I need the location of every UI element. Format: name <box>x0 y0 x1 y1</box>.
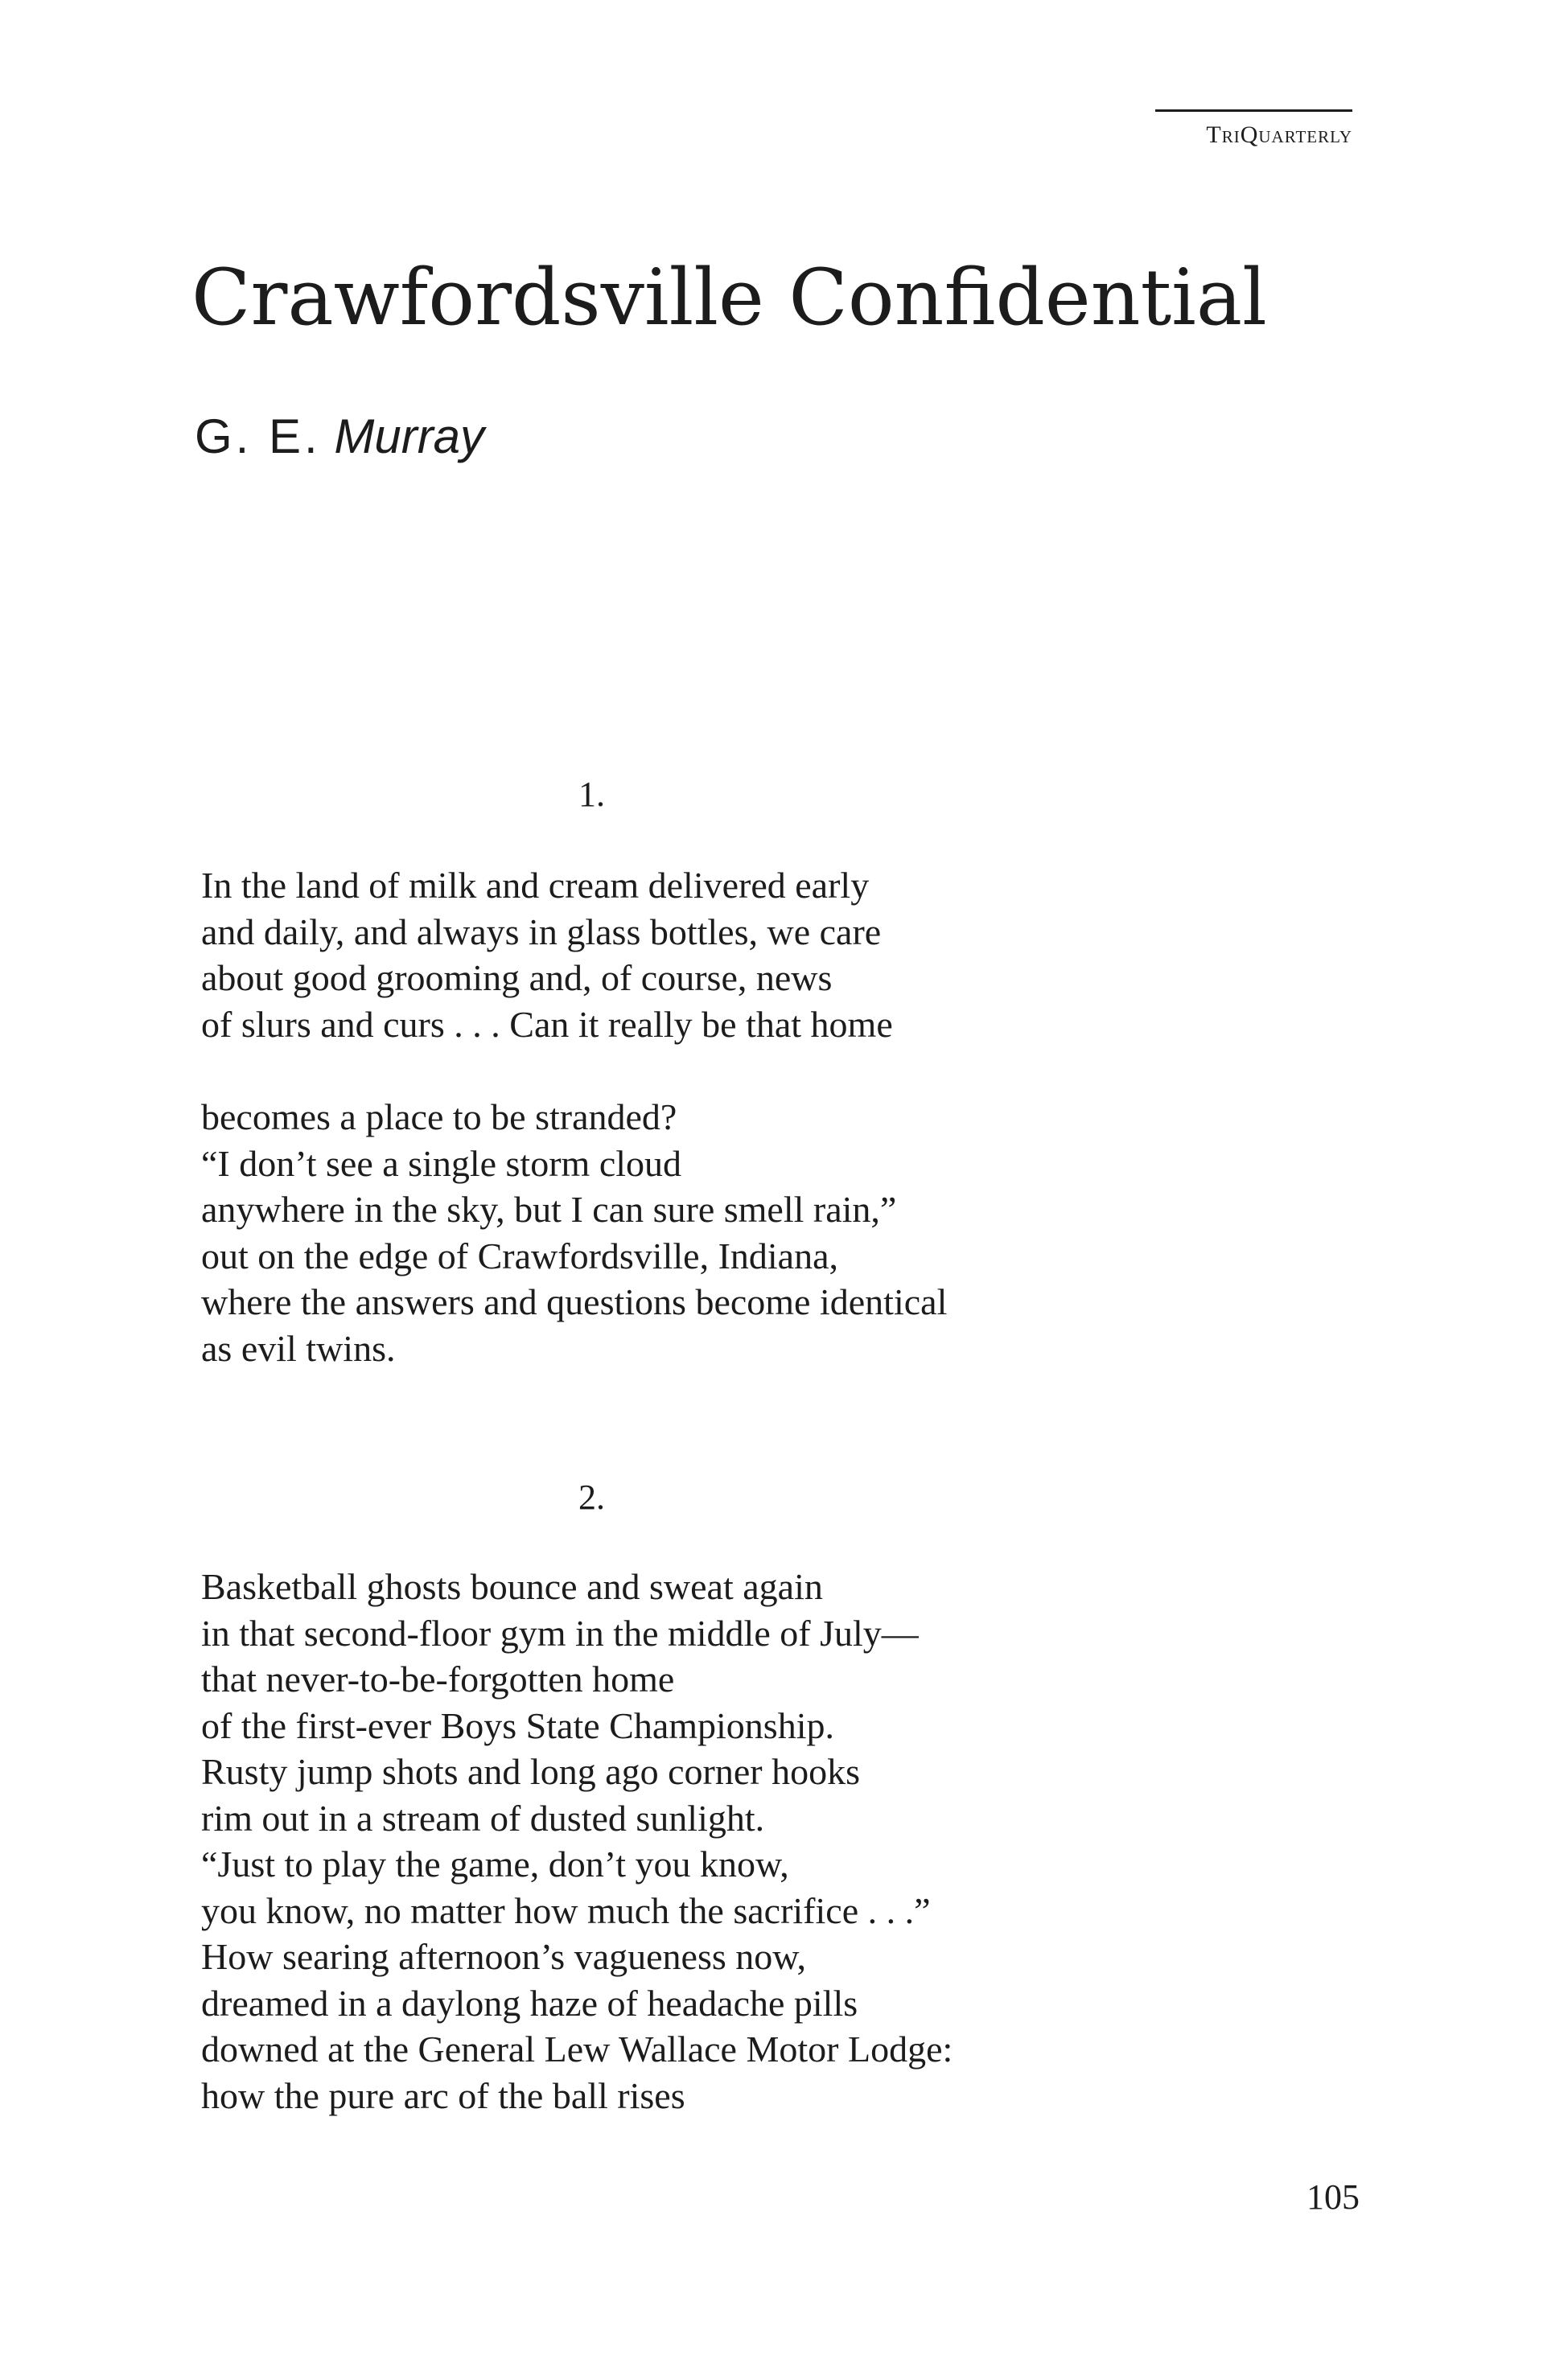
poem-line: about good grooming and, of course, news <box>201 957 833 998</box>
stanza-2-1 <box>201 1564 953 2119</box>
poem-line: you know, no matter how much the sacrifice . . .” <box>201 1889 931 1931</box>
poem-line: dreamed in a daylong haze of headache pills <box>201 1982 858 2024</box>
poem-line: How searing afternoon’s vagueness now, <box>201 1936 806 1977</box>
author-byline <box>195 410 484 463</box>
poem-line: that never-to-be-forgotten home <box>201 1659 675 1700</box>
stanza-1-2 <box>201 1094 947 1371</box>
author-initials: G. E. <box>195 409 321 463</box>
page-number: 105 <box>1306 2177 1360 2217</box>
poem-line: “Just to play the game, don’t you know, <box>201 1844 789 1885</box>
poem-line: of the first-ever Boys State Championship. <box>201 1704 834 1746</box>
poem-line: out on the edge of Crawfordsville, Indiana, <box>201 1235 838 1276</box>
poem-line: rim out in a stream of dusted sunlight. <box>201 1797 765 1839</box>
poem-line: Basketball ghosts bounce and sweat again <box>201 1566 823 1607</box>
poem-line: In the land of milk and cream delivered early <box>201 865 870 906</box>
poem-line: becomes a place to be stranded? <box>201 1096 677 1137</box>
poem-line: anywhere in the sky, but I can sure smell rain,” <box>201 1189 897 1230</box>
poem-line: downed at the General Lew Wallace Motor Lodge: <box>201 2029 953 2070</box>
poem-title: Crawfordsville Confidential <box>191 253 1267 343</box>
author-surname: Murray <box>334 409 485 463</box>
poem-line: and daily, and always in glass bottles, we care <box>201 910 882 952</box>
poem-line: in that second-floor gym in the middle of July— <box>201 1612 919 1654</box>
section-number-2: 2. <box>578 1478 605 1517</box>
running-head: TriQuarterly <box>1155 109 1352 149</box>
poem-line: Rusty jump shots and long ago corner hooks <box>201 1751 860 1792</box>
poem-line: of slurs and curs . . . Can it really be that home <box>201 1003 893 1045</box>
poem-line: how the pure arc of the ball rises <box>201 2074 685 2116</box>
section-number-1: 1. <box>578 775 605 814</box>
poem-line: as evil twins. <box>201 1327 396 1369</box>
poem-line: “I don’t see a single storm cloud <box>201 1142 682 1184</box>
poem-line: where the answers and questions become identical <box>201 1281 948 1322</box>
stanza-1-1 <box>201 862 893 1047</box>
